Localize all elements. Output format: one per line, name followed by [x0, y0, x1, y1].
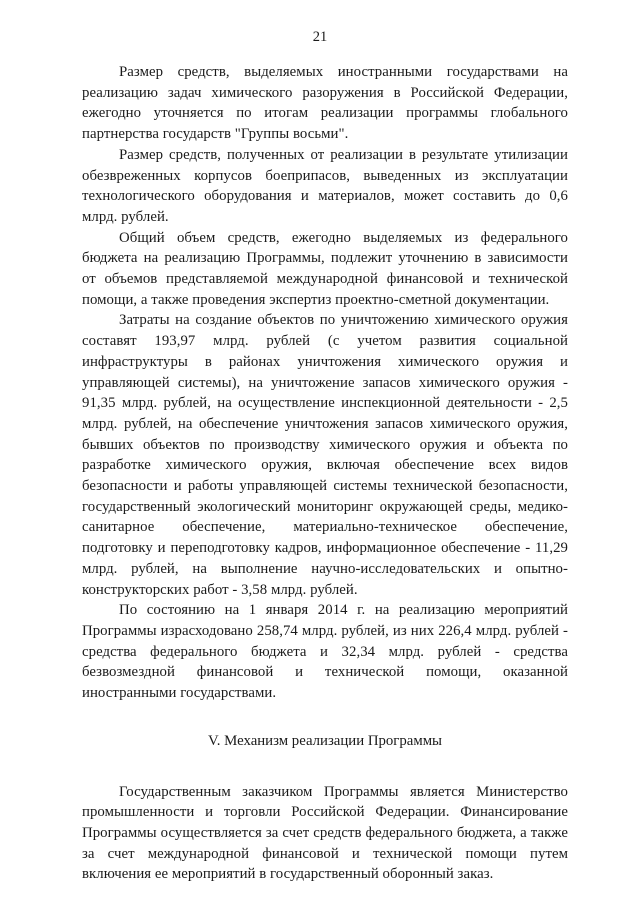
- paragraph-federal-budget: Общий объем средств, ежегодно выделяемых из федерального бюджета на реализацию Программы, подлежит уточнению в зависимости от объемов представляемой международной финансовой и технической помощи, а также проведения экспертиз проектно-сметной документации.: [82, 229, 568, 308]
- paragraph-recycling-funds: Размер средств, полученных от реализации в результате утилизации обезвреженных корпусов боеприпасов, выведенных из эксплуатации технологического оборудования и материалов, может составить до 0,6 млрд. рублей.: [82, 146, 568, 225]
- paragraph-costs: Затраты на создание объектов по уничтожению химического оружия составят 193,97 млрд. рублей (с учетом развития социальной инфраструктуры в районах уничтожения химического оружия и управляющей системы), на уничтожение запасов химического оружия - 91,35 млрд. рублей, на осуществление инспекционной деятельности - 2,5 млрд. рублей, на обеспечение уничтожения запасов химического оружия, бывших объектов по производству химического оружия и объекта по разработке химического оружия, включая обеспечение всех видов безопасности и работы управляющей системы технической безопасности, государственный экологический мониторинг окружающей среды, медико-санитарное обеспечение, материально-техническое обеспечение, подготовку и переподготовку кадров, информационное обеспечение - 11,29 млрд. рублей, на выполнение научно-исследовательских и опытно-конструкторских работ - 3,58 млрд. рублей.: [82, 312, 568, 598]
- paragraph-spent-to-date: По состоянию на 1 января 2014 г. на реализацию мероприятий Программы израсходовано 258,74 млрд. рублей, из них 226,4 млрд. рублей - средства федерального бюджета и 32,34 млрд. рублей - средства безвозмездной финансовой и технической помощи, оказанной иностранными государствами.: [82, 602, 568, 702]
- paragraph-foreign-funding: Размер средств, выделяемых иностранными государствами на реализацию задач химического разоружения в Российской Федерации, ежегодно уточняется по итогам реализации программы глобального партнерства государств "Группы восьми".: [82, 64, 568, 143]
- paragraph-state-customer: Государственным заказчиком Программы является Министерство промышленности и торговли Российской Федерации. Финансирование Программы осуществляется за счет средств федерального бюджета, а также за счет международной финансовой и технической помощи путем включения ее мероприятий в государственный оборонный заказ.: [82, 783, 568, 883]
- page-number: 21: [312, 29, 328, 45]
- section-heading: V. Механизм реализации Программы: [207, 732, 443, 749]
- document-body: [82, 62, 568, 885]
